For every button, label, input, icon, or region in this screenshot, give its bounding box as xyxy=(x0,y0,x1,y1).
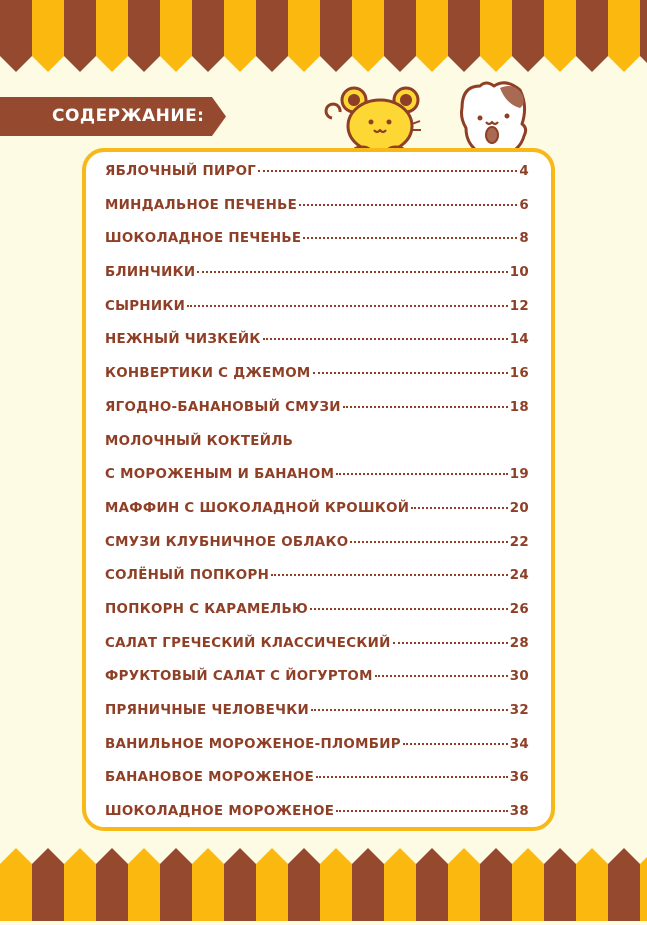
toc-item[interactable] xyxy=(105,265,529,299)
pennant-stripes-top xyxy=(0,0,647,74)
toc-item-page: 24 xyxy=(509,568,529,584)
dot-leader xyxy=(258,170,517,172)
toc-item-title: МИНДАЛЬНОЕ ПЕЧЕНЬЕ xyxy=(105,197,298,213)
toc-item[interactable] xyxy=(105,568,529,602)
dot-leader xyxy=(393,642,508,644)
toc-item[interactable] xyxy=(105,231,529,265)
toc-item-page: 4 xyxy=(519,164,529,179)
dot-leader xyxy=(303,237,517,239)
dot-leader xyxy=(313,372,508,374)
bottom-picket-border xyxy=(0,848,647,921)
contents-heading-banner xyxy=(0,97,226,136)
toc-item[interactable] xyxy=(105,737,529,771)
toc-item-page: 10 xyxy=(509,265,529,281)
toc-item-title: СМУЗИ КЛУБНИЧНОЕ ОБЛАКО xyxy=(105,534,349,550)
dot-leader xyxy=(336,473,508,475)
table-of-contents xyxy=(105,164,529,838)
page-title: СОДЕРЖАНИЕ: xyxy=(52,106,205,126)
toc-item[interactable] xyxy=(105,804,529,838)
toc-item-title: ВАНИЛЬНОЕ МОРОЖЕНОЕ-ПЛОМБИР xyxy=(105,736,401,752)
toc-item[interactable] xyxy=(105,332,529,366)
toc-item-page: 8 xyxy=(519,231,529,247)
toc-item-title: ПРЯНИЧНЫЕ ЧЕЛОВЕЧКИ xyxy=(105,703,309,718)
dot-leader xyxy=(343,406,508,408)
toc-item-title: ШОКОЛАДНОЕ ПЕЧЕНЬЕ xyxy=(105,231,302,247)
dot-leader xyxy=(197,271,507,273)
toc-item-page: 36 xyxy=(509,770,529,786)
toc-item[interactable] xyxy=(105,770,529,804)
toc-item-title: БЛИНЧИКИ xyxy=(105,265,196,281)
dot-leader xyxy=(311,709,508,711)
toc-item[interactable] xyxy=(105,636,529,670)
dot-leader xyxy=(411,507,507,509)
toc-item-page: 14 xyxy=(509,332,529,348)
toc-item-page: 16 xyxy=(509,366,529,382)
toc-item[interactable] xyxy=(105,467,529,501)
mouse-mascot-icon xyxy=(326,88,421,157)
toc-item[interactable] xyxy=(105,602,529,636)
dot-leader xyxy=(350,541,507,543)
dot-leader xyxy=(263,338,508,340)
toc-item-title: ШОКОЛАДНОЕ МОРОЖЕНОЕ xyxy=(105,804,335,820)
toc-item-page: 26 xyxy=(509,601,529,617)
toc-item[interactable] xyxy=(105,198,529,232)
toc-item[interactable] xyxy=(105,299,529,333)
dot-leader xyxy=(403,743,508,745)
toc-item-page: 12 xyxy=(509,298,529,314)
picket-stripes-bottom xyxy=(0,848,647,921)
dot-leader xyxy=(316,776,508,778)
toc-item-page: 34 xyxy=(509,736,529,752)
dot-leader xyxy=(299,204,517,206)
toc-item-title: С МОРОЖЕНЫМ И БАНАНОМ xyxy=(105,467,335,483)
toc-item-page: 32 xyxy=(509,703,529,718)
toc-item-title: СЫРНИКИ xyxy=(105,298,186,314)
toc-item-title: ЯБЛОЧНЫЙ ПИРОГ xyxy=(105,164,257,179)
toc-item-title: МАФФИН С ШОКОЛАДНОЙ КРОШКОЙ xyxy=(105,500,410,516)
toc-item-first-line[interactable] xyxy=(105,434,529,468)
dot-leader xyxy=(310,608,508,610)
hamster-mascot-icon xyxy=(462,83,526,156)
contents-card xyxy=(82,148,555,831)
toc-item[interactable] xyxy=(105,535,529,569)
dot-leader xyxy=(375,675,508,677)
toc-item[interactable] xyxy=(105,501,529,535)
dot-leader xyxy=(187,305,508,307)
toc-item[interactable] xyxy=(105,164,529,198)
toc-item-page: 6 xyxy=(519,197,529,213)
toc-item-page: 30 xyxy=(509,669,529,685)
toc-item-title: ПОПКОРН С КАРАМЕЛЬЮ xyxy=(105,601,309,617)
toc-item-page: 38 xyxy=(509,804,529,820)
top-pennant-border xyxy=(0,0,647,74)
dot-leader xyxy=(271,574,508,576)
toc-item-title: СОЛЁНЫЙ ПОПКОРН xyxy=(105,568,270,584)
toc-item-title: ЯГОДНО-БАНАНОВЫЙ СМУЗИ xyxy=(105,399,341,415)
toc-item-title: БАНАНОВОЕ МОРОЖЕНОЕ xyxy=(105,770,315,786)
toc-item-page: 22 xyxy=(509,534,529,550)
toc-item-title: ФРУКТОВЫЙ САЛАТ С ЙОГУРТОМ xyxy=(105,669,373,685)
toc-item[interactable] xyxy=(105,400,529,434)
toc-item-page: 20 xyxy=(509,500,529,516)
toc-item-title: НЕЖНЫЙ ЧИЗКЕЙК xyxy=(105,332,261,348)
toc-item[interactable] xyxy=(105,366,529,400)
dot-leader xyxy=(336,810,508,812)
toc-item-title: МОЛОЧНЫЙ КОКТЕЙЛЬ xyxy=(105,433,294,449)
toc-item-title: САЛАТ ГРЕЧЕСКИЙ КЛАССИЧЕСКИЙ xyxy=(105,635,391,651)
toc-item[interactable] xyxy=(105,703,529,737)
toc-item-page: 28 xyxy=(509,635,529,651)
toc-item-page: 19 xyxy=(509,467,529,483)
toc-item[interactable] xyxy=(105,669,529,703)
toc-item-page: 18 xyxy=(509,399,529,415)
toc-item-title: КОНВЕРТИКИ С ДЖЕМОМ xyxy=(105,366,311,382)
